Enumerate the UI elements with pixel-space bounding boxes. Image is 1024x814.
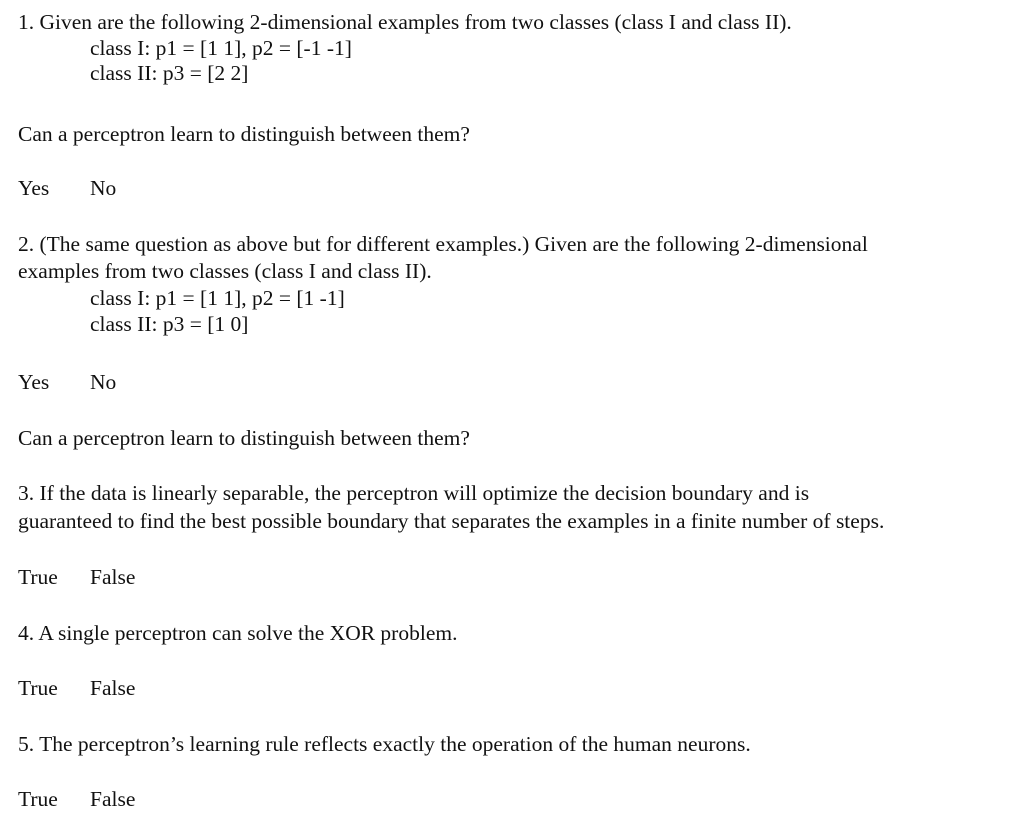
class-i-examples: class I: p1 = [1 1], p2 = [1 -1]: [90, 286, 345, 310]
option-true[interactable]: True: [18, 565, 58, 589]
option-false[interactable]: False: [90, 565, 136, 589]
question-text: 5. The perceptron’s learning rule reflects exactly the operation of the human neurons.: [18, 732, 751, 756]
option-false[interactable]: False: [90, 787, 136, 811]
option-true[interactable]: True: [18, 787, 58, 811]
option-yes[interactable]: Yes: [18, 176, 50, 200]
question-prompt: Can a perceptron learn to distinguish between them?: [18, 122, 470, 146]
option-true[interactable]: True: [18, 676, 58, 700]
question-text: 2. (The same question as above but for different examples.) Given are the following 2-dimensional: [18, 232, 868, 256]
question-text: 4. A single perceptron can solve the XOR problem.: [18, 621, 458, 645]
question-text: 3. If the data is linearly separable, the perceptron will optimize the decision boundary and is: [18, 481, 810, 505]
option-no[interactable]: No: [90, 370, 117, 394]
class-ii-examples: class II: p3 = [1 0]: [90, 312, 249, 336]
question-text: guaranteed to find the best possible boundary that separates the examples in a finite number of steps.: [18, 509, 885, 533]
option-yes[interactable]: Yes: [18, 370, 50, 394]
option-false[interactable]: False: [90, 676, 136, 700]
question-text: examples from two classes (class I and class II).: [18, 259, 432, 283]
class-i-examples: class I: p1 = [1 1], p2 = [-1 -1]: [90, 36, 352, 60]
question-text: 1. Given are the following 2-dimensional examples from two classes (class I and class II).: [18, 10, 792, 34]
option-no[interactable]: No: [90, 176, 117, 200]
class-ii-examples: class II: p3 = [2 2]: [90, 61, 249, 85]
question-prompt: Can a perceptron learn to distinguish between them?: [18, 426, 470, 450]
